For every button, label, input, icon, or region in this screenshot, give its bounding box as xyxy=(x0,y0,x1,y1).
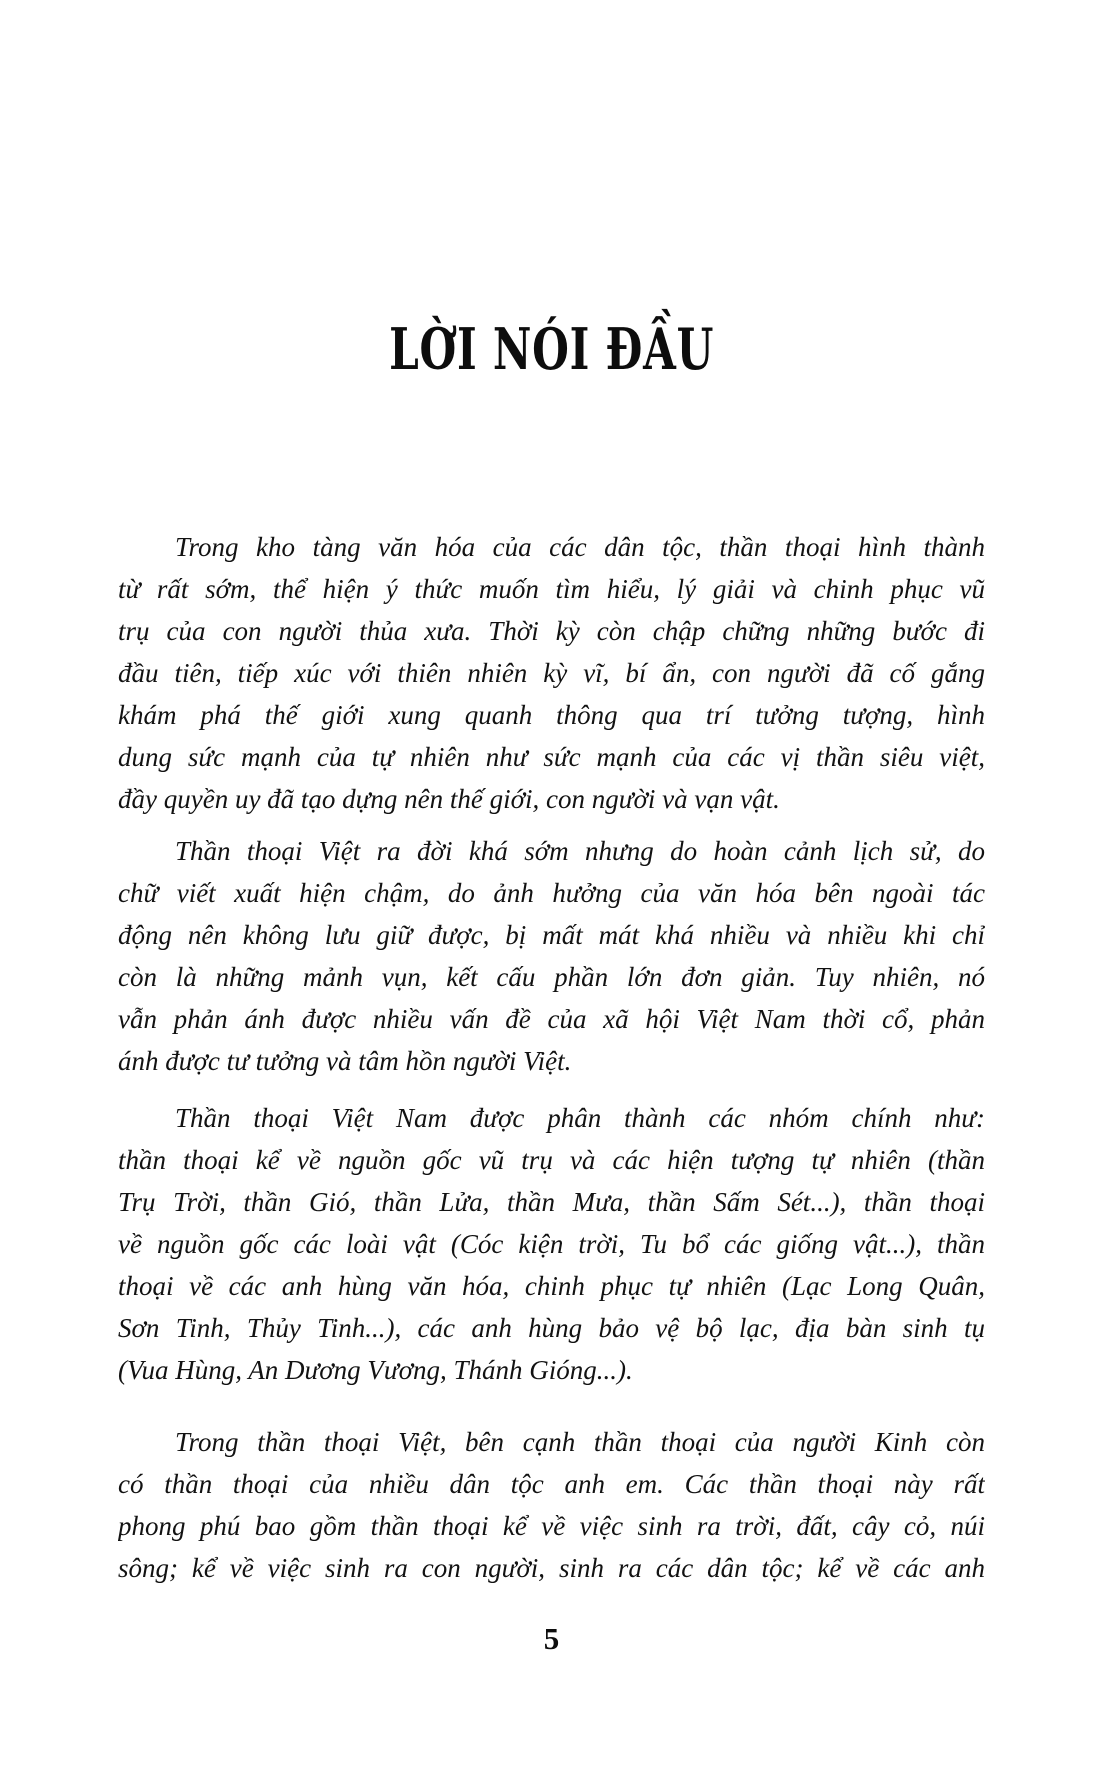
text-line: còn là những mảnh vụn, kết cấu phần lớn đơn giản. Tuy nhiên, nó xyxy=(118,962,985,992)
text-line: vẫn phản ánh được nhiều vấn đề của xã hội Việt Nam thời cổ, phản xyxy=(118,1004,985,1034)
paragraph xyxy=(118,1421,985,1589)
text-line: về nguồn gốc các loài vật (Cóc kiện trời, Tu bổ các giống vật...), thần xyxy=(118,1229,985,1259)
text-line: từ rất sớm, thể hiện ý thức muốn tìm hiểu, lý giải và chinh phục vũ xyxy=(118,574,985,604)
text-line: Trong thần thoại Việt, bên cạnh thần thoại của người Kinh còn xyxy=(175,1427,985,1457)
text-line: Trong kho tàng văn hóa của các dân tộc, thần thoại hình thành xyxy=(175,532,985,562)
paragraph xyxy=(118,526,985,820)
body-text xyxy=(118,526,985,1589)
paragraph xyxy=(118,830,985,1082)
page-title-text: LỜI NÓI ĐẦU xyxy=(388,316,715,383)
page-title xyxy=(0,318,1103,383)
text-line: Thần thoại Việt Nam được phân thành các nhóm chính như: xyxy=(175,1103,985,1133)
text-line: có thần thoại của nhiều dân tộc anh em. Các thần thoại này rất xyxy=(118,1469,985,1499)
text-line: Trụ Trời, thần Gió, thần Lửa, thần Mưa, thần Sấm Sét...), thần thoại xyxy=(118,1187,985,1217)
text-line: Sơn Tinh, Thủy Tinh...), các anh hùng bảo vệ bộ lạc, địa bàn sinh tụ xyxy=(118,1313,985,1343)
page-number: 5 xyxy=(543,1621,560,1656)
text-line: thoại về các anh hùng văn hóa, chinh phục tự nhiên (Lạc Long Quân, xyxy=(118,1271,985,1301)
text-line: sông; kể về việc sinh ra con người, sinh ra các dân tộc; kể về các anh xyxy=(118,1553,985,1583)
text-line: Thần thoại Việt ra đời khá sớm nhưng do hoàn cảnh lịch sử, do xyxy=(175,836,985,866)
paragraph xyxy=(118,1097,985,1391)
text-line: ánh được tư tưởng và tâm hồn người Việt. xyxy=(118,1046,572,1076)
text-line: trụ của con người thủa xưa. Thời kỳ còn chập chững những bước đi xyxy=(118,616,985,646)
text-line: thần thoại kể về nguồn gốc vũ trụ và các hiện tượng tự nhiên (thần xyxy=(118,1145,985,1175)
text-line: dung sức mạnh của tự nhiên như sức mạnh của các vị thần siêu việt, xyxy=(118,742,985,772)
text-line: đầu tiên, tiếp xúc với thiên nhiên kỳ vĩ, bí ẩn, con người đã cố gắng xyxy=(118,658,985,688)
text-line: (Vua Hùng, An Dương Vương, Thánh Gióng...). xyxy=(118,1355,633,1385)
text-line: phong phú bao gồm thần thoại kể về việc sinh ra trời, đất, cây cỏ, núi xyxy=(118,1511,985,1541)
text-line: chữ viết xuất hiện chậm, do ảnh hưởng của văn hóa bên ngoài tác xyxy=(118,878,985,908)
text-line: động nên không lưu giữ được, bị mất mát khá nhiều và nhiều khi chỉ xyxy=(118,920,985,950)
text-line: đầy quyền uy đã tạo dựng nên thế giới, con người và vạn vật. xyxy=(118,784,780,814)
text-line: khám phá thế giới xung quanh thông qua trí tưởng tượng, hình xyxy=(118,700,985,730)
